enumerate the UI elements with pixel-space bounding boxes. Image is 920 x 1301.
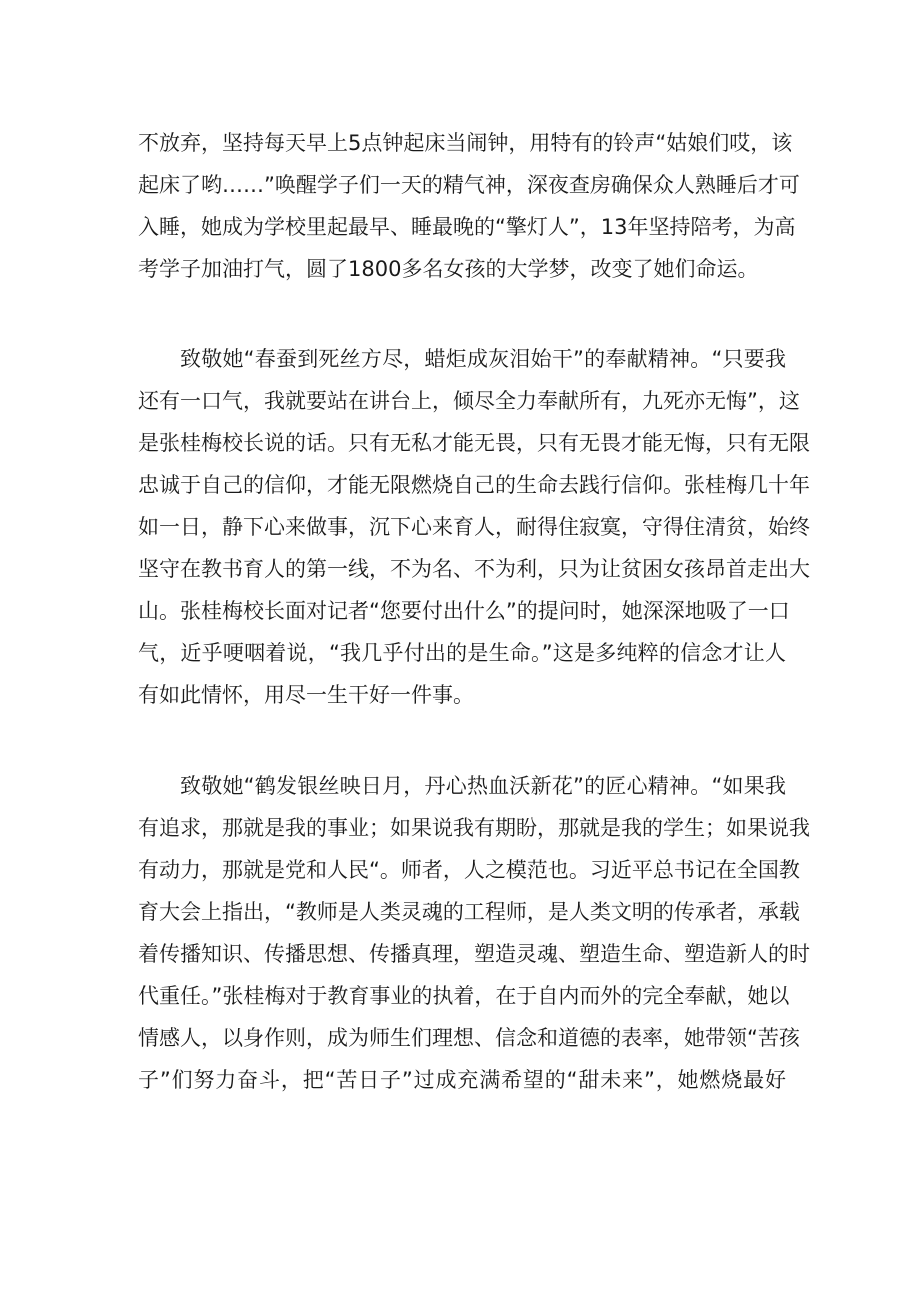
paragraph-3-line-7: 情感人，以身作则，成为师生们理想、信念和道德的表率，她带领“苦孩 xyxy=(138,1026,800,1050)
paragraph-3-line-2: 有追求，那就是我的事业；如果说我有期盼，那就是我的学生；如果说我 xyxy=(138,816,810,840)
paragraph-1-line-2: 起床了哟……”唤醒学子们一天的精气神，深夜查房确保众人熟睡后才可 xyxy=(138,173,800,197)
paragraph-2-line-5: 如一日，静下心来做事，沉下心来育人，耐得住寂寞，守得住清贫，始终 xyxy=(138,515,810,539)
paragraph-2-line-6: 坚守在教书育人的第一线，不为名、不为利，只为让贫困女孩昂首走出大 xyxy=(138,557,810,581)
paragraph-1-line-3: 入睡，她成为学校里起最早、睡最晚的“擎灯人”，13年坚持陪考，为高 xyxy=(138,215,796,239)
paragraph-2-line-9: 有如此情怀，用尽一生干好一件事。 xyxy=(138,683,474,707)
paragraph-1-line-1: 不放弃，坚持每天早上5点钟起床当闹钟，用特有的铃声“姑娘们哎，该 xyxy=(138,131,793,155)
paragraph-3-line-4: 育大会上指出，“教师是人类灵魂的工程师，是人类文明的传承者，承载 xyxy=(138,900,800,924)
paragraph-2-line-8: 气，近乎哽咽着说，“我几乎付出的是生命。”这是多纯粹的信念才让人 xyxy=(138,641,786,665)
paragraph-3-line-3: 有动力，那就是党和人民“。师者，人之模范也。习近平总书记在全国教 xyxy=(138,858,800,882)
paragraph-3-line-8: 子”们努力奋斗，把“苦日子”过成充满希望的“甜未来”，她燃烧最好 xyxy=(138,1068,786,1092)
paragraph-2-line-7: 山。张桂梅校长面对记者“您要付出什么”的提问时，她深深地吸了一口 xyxy=(138,599,790,623)
paragraph-2-line-2: 还有一口气，我就要站在讲台上，倾尽全力奉献所有，九死亦无悔”，这 xyxy=(138,389,800,413)
paragraph-2-line-3: 是张桂梅校长说的话。只有无私才能无畏，只有无畏才能无悔，只有无限 xyxy=(138,431,810,455)
paragraph-3-line-1: 致敬她“鹤发银丝映日月，丹心热血沃新花”的匠心精神。“如果我 xyxy=(180,774,786,798)
paragraph-2-line-4: 忠诚于自己的信仰，才能无限燃烧自己的生命去践行信仰。张桂梅几十年 xyxy=(138,473,810,497)
paragraph-3-line-6: 代重任。”张桂梅对于教育事业的执着，在于自内而外的完全奉献，她以 xyxy=(138,984,790,1008)
paragraph-2-line-1: 致敬她“春蚕到死丝方尽，蜡炬成灰泪始干”的奉献精神。“只要我 xyxy=(180,347,786,371)
paragraph-1-line-4: 考学子加油打气，圆了1800多名女孩的大学梦，改变了她们命运。 xyxy=(138,257,759,281)
paragraph-3-line-5: 着传播知识、传播思想、传播真理，塑造灵魂、塑造生命、塑造新人的时 xyxy=(138,942,810,966)
